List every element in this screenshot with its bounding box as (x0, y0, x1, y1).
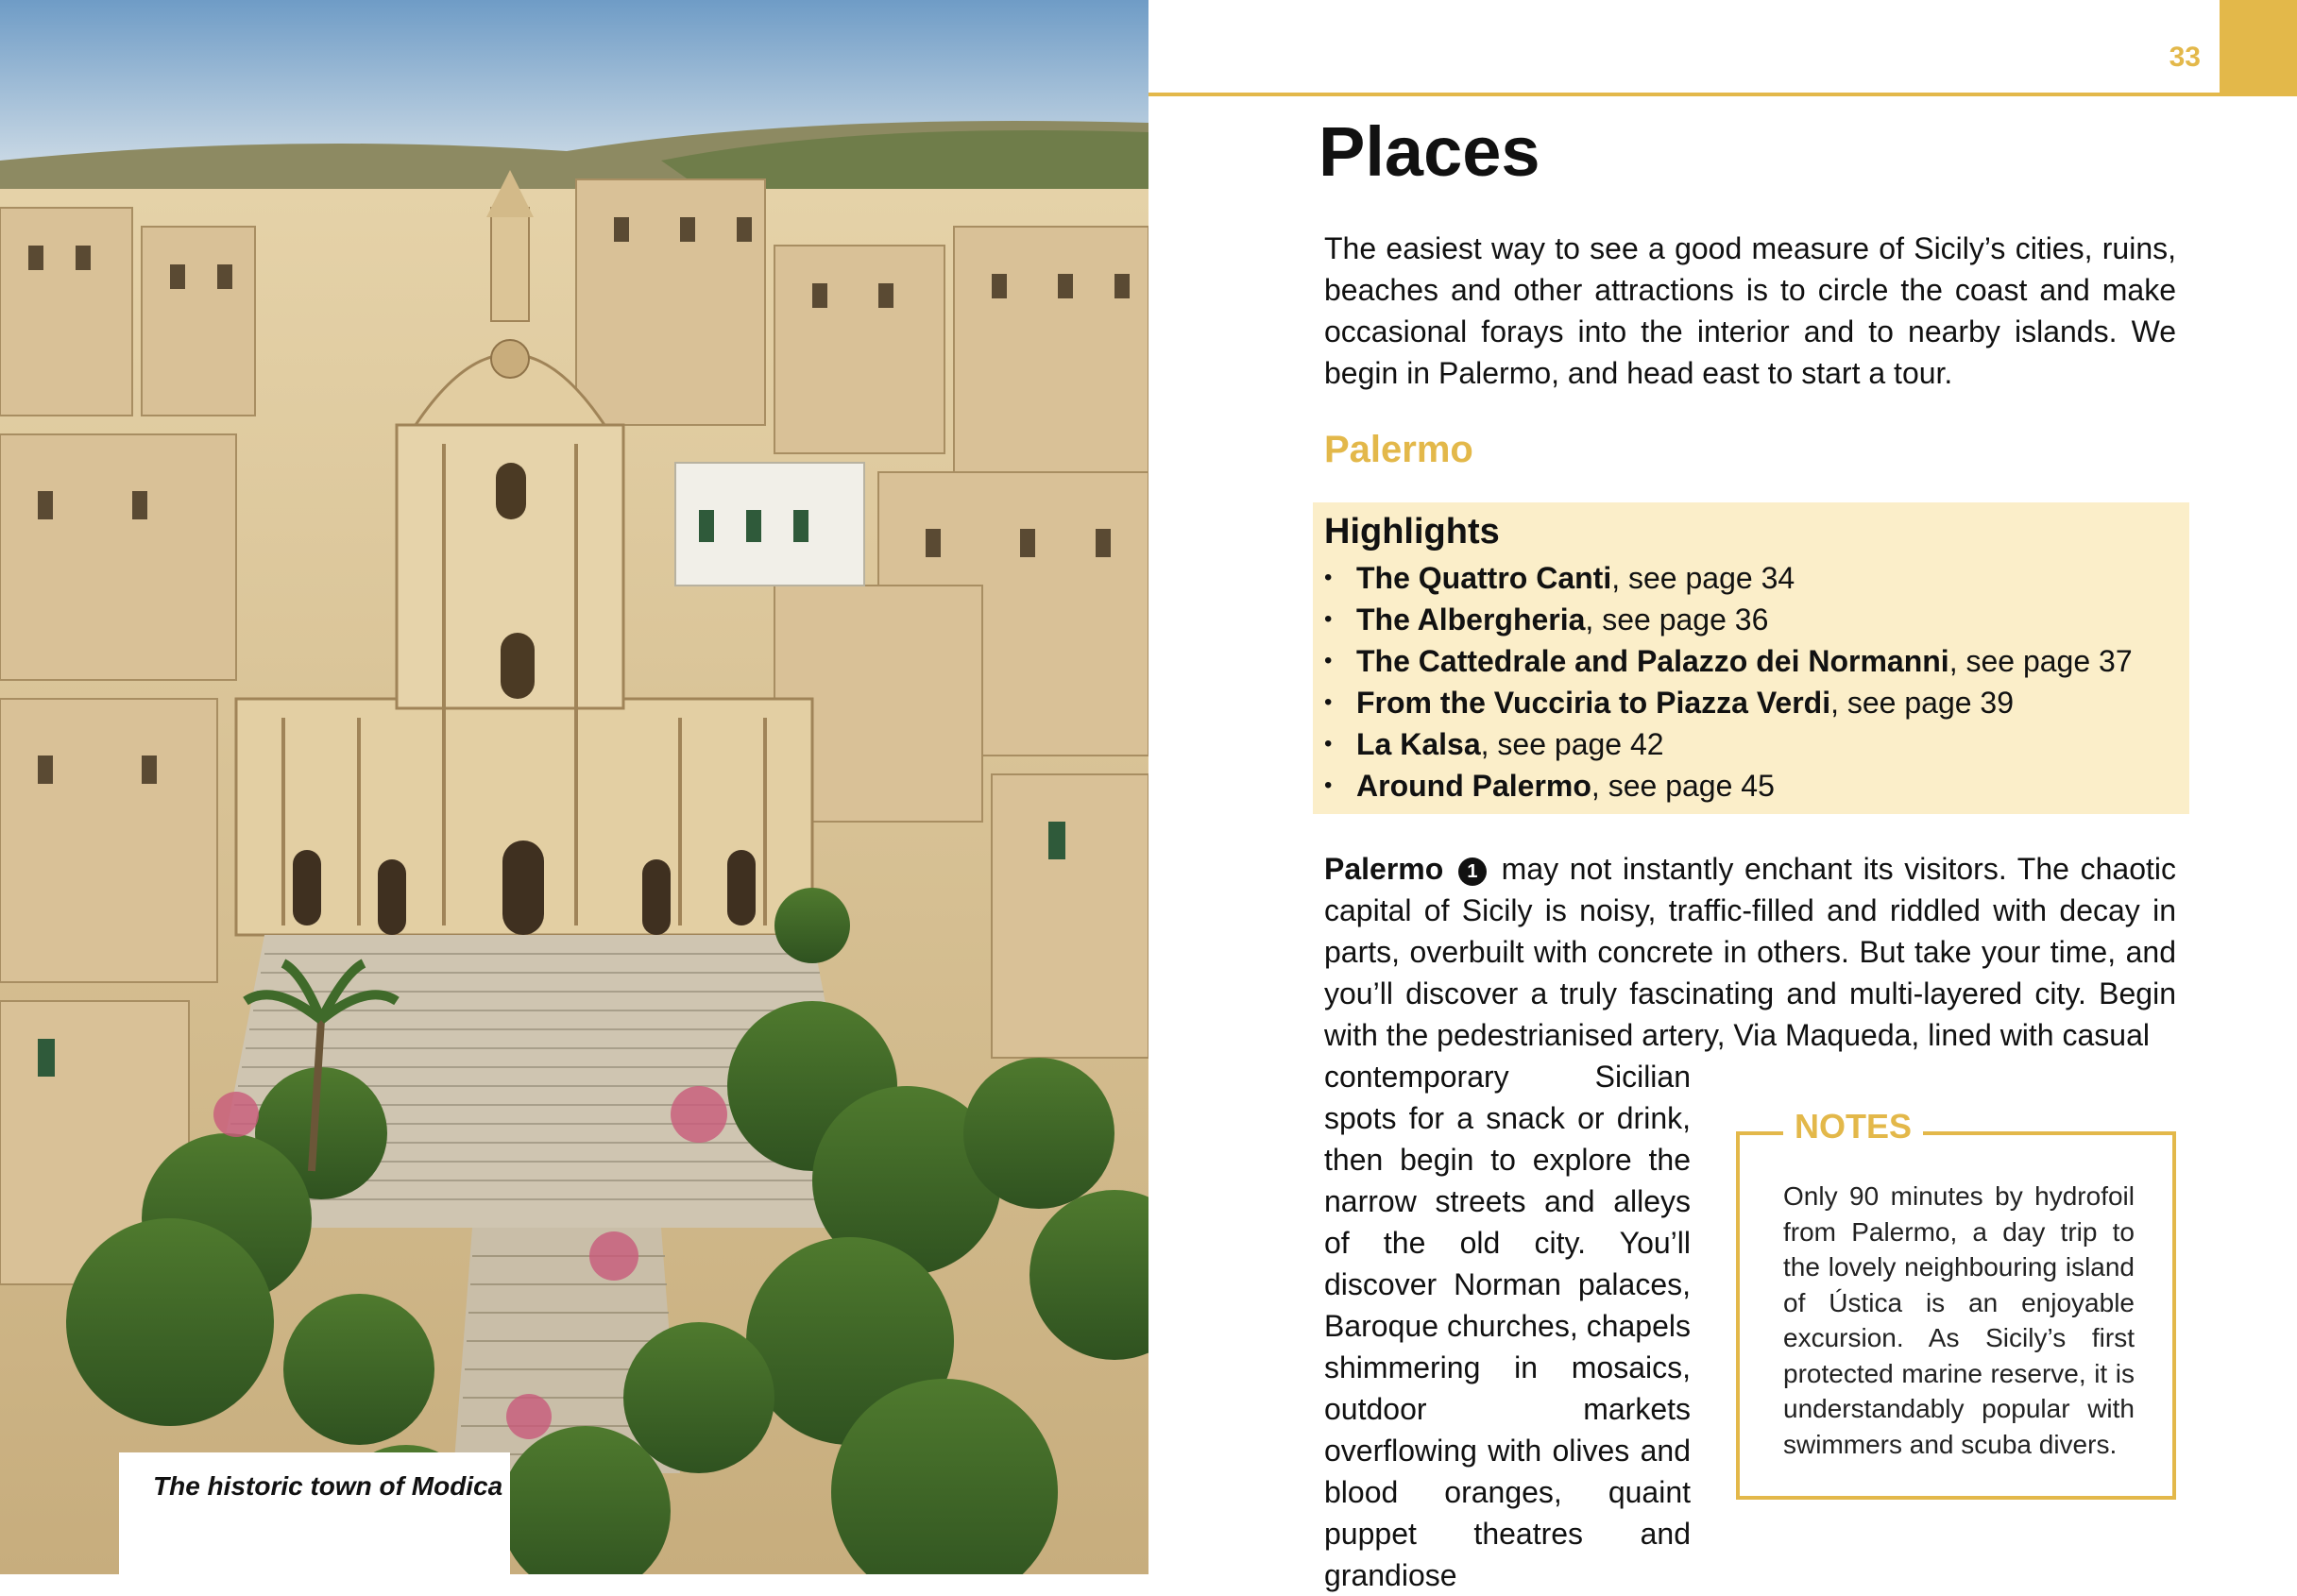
highlight-item (1324, 723, 2174, 765)
highlight-page-ref: , see page 39 (1830, 686, 2015, 720)
bullet-icon: • (1324, 731, 1333, 756)
notes-label: NOTES (1783, 1107, 1923, 1146)
body-lead: Palermo (1324, 852, 1444, 886)
page-number: 33 (2169, 42, 2201, 73)
body-column-text: contemporary Sicilian spots for a snack or drink, then begin to explore the narrow streets and alleys of the old city. You’ll discover Norman palaces, Baroque churches, chapels shimmering in mosaics, outdoor markets overflowing with olives and blood oranges, quaint puppet theatres and grandiose (1324, 1060, 1691, 1592)
highlights-heading: Highlights (1324, 512, 1500, 552)
highlight-name: The Cattedrale and Palazzo dei Normanni (1356, 644, 1949, 678)
bullet-icon: • (1324, 606, 1333, 632)
notes-box (1736, 1107, 2176, 1500)
body-text-top: may not instantly enchant its visitors. The chaotic capital of Sicily is noisy, traffic-filled and riddled with decay in parts, overbuilt with concrete in others. But take your time, and you’ll discover a truly fascinating and multi-layered city. Begin with the pedestrianised artery, Via Maqueda, lined with casual (1324, 852, 2177, 1052)
photo-illustration (0, 0, 1148, 1574)
highlights-box (1313, 502, 2189, 814)
photo-caption: The historic town of Modica (153, 1471, 503, 1501)
map-marker-icon: 1 (1458, 857, 1487, 886)
bullet-icon: • (1324, 773, 1333, 798)
highlight-item (1324, 682, 2174, 723)
cover-photo (0, 0, 1148, 1574)
highlight-page-ref: , see page 42 (1480, 727, 1664, 761)
highlight-name: Around Palermo (1356, 769, 1591, 803)
highlight-page-ref: , see page 37 (1948, 644, 2133, 678)
highlight-name: The Albergheria (1356, 603, 1586, 637)
photo-caption-box (119, 1452, 510, 1574)
page-title: Places (1319, 112, 1540, 191)
page-corner-tab (2220, 0, 2297, 96)
highlight-page-ref: , see page 45 (1591, 769, 1775, 803)
header-rule (1148, 93, 2297, 96)
highlight-name: The Quattro Canti (1356, 561, 1612, 595)
highlight-item (1324, 557, 2174, 599)
highlight-item (1324, 599, 2174, 640)
notes-text: Only 90 minutes by hydrofoil from Palermo, a day trip to the lovely neighbouring island of Ústica is an enjoyable excursion. As Sicily’s first protected marine reserve, it is understandably popular with swimmers and scuba divers. (1783, 1181, 2135, 1459)
highlight-page-ref: , see page 34 (1611, 561, 1795, 595)
highlights-list (1324, 557, 2174, 806)
highlight-page-ref: , see page 36 (1585, 603, 1769, 637)
body-paragraph (1324, 848, 2176, 1056)
bullet-icon: • (1324, 689, 1333, 715)
highlight-name: La Kalsa (1356, 727, 1481, 761)
highlight-item (1324, 640, 2174, 682)
highlight-item (1324, 765, 2174, 806)
highlight-name: From the Vucciria to Piazza Verdi (1356, 686, 1831, 720)
intro-paragraph: The easiest way to see a good measure of Sicily’s cities, ruins, beaches and other attractions is to circle the coast and make occasional forays into the interior and to nearby islands. We begin in Palermo, and head east to start a tour. (1324, 231, 2176, 390)
bullet-icon: • (1324, 648, 1333, 673)
section-heading-palermo: Palermo (1324, 429, 1473, 470)
bullet-icon: • (1324, 565, 1333, 590)
